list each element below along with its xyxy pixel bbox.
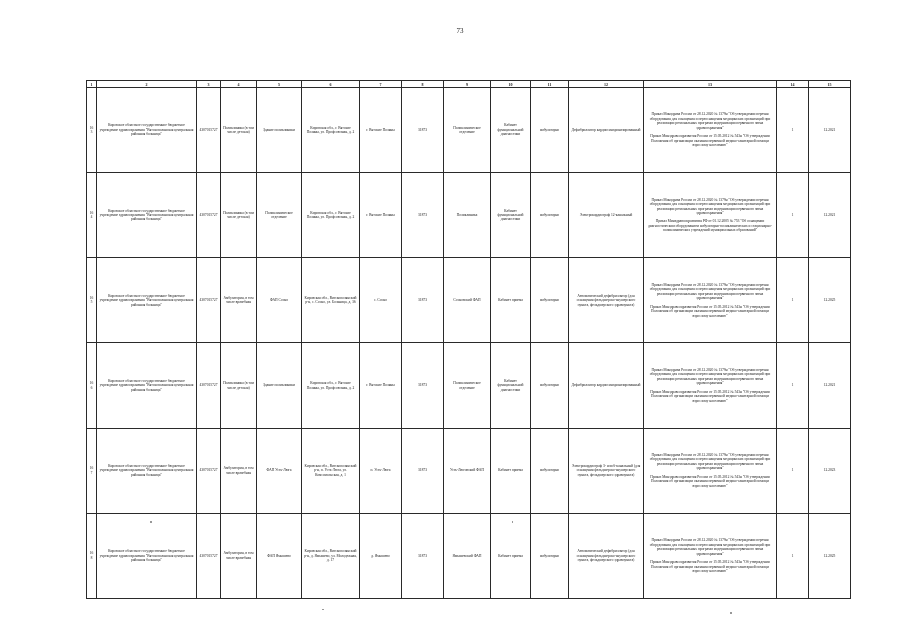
care-type-cell: амбулаторно: [531, 343, 569, 428]
row-number-cell: 163: [87, 88, 97, 173]
locality-cell: с. Сосно: [360, 258, 402, 343]
regulation-cell: [644, 428, 777, 513]
equipment-cell: Дефибриллятор кардиосинхронизированный: [569, 88, 644, 173]
equipment-cell: Электрокардиограф 3- или 6-канальный (для оснащения фельдшерско-акушерского пункта, фельдшерского здравпункта): [569, 428, 644, 513]
room-cell: Кабинет функциональной диагностики: [491, 343, 531, 428]
deadline-cell: 12.2023: [809, 428, 851, 513]
building-cell: ФАП Ямышево: [257, 513, 302, 598]
regulation-cell: [644, 173, 777, 258]
column-header: 8: [402, 81, 444, 88]
column-header: 14: [777, 81, 809, 88]
address-cell: Кировская обл., Вятскополянский р-н, д. Ямышево, ул. Молодежная, д. 17: [302, 513, 360, 598]
quantity-cell: 1: [777, 428, 809, 513]
table-body: [87, 88, 851, 599]
department-cell: Ямышевский ФАП: [444, 513, 491, 598]
quantity-cell: 1: [777, 173, 809, 258]
regulation-text: Приказ Минздрава России от 28.12.2020 № 1379н "Об утверждении перечня оборудования для оснащения и переоснащения медицинских организаций при реализации региональных программ модернизации первичного звена здравоохранения": [649, 367, 771, 386]
care-type-cell: амбулаторно: [531, 513, 569, 598]
quantity-cell: 1: [777, 343, 809, 428]
inn-cell: 4307015727: [197, 258, 221, 343]
oktmo-code-cell: 31873: [402, 88, 444, 173]
column-header: 11: [531, 81, 569, 88]
building-cell: Здание поликлиники: [257, 343, 302, 428]
column-header: 7: [360, 81, 402, 88]
locality-cell: г. Вятские Поляны: [360, 88, 402, 173]
equipment-cell: Автоматический дефибриллятор (для оснащения фельдшерско-акушерского пункта, фельдшерского здравпункта): [569, 513, 644, 598]
regulation-text: Приказ Минздравсоцразвития России от 15.05.2012 № 543н "Об утверждении Положения об организации оказания первичной медико-санитарной помощи взрослому населению": [650, 304, 770, 318]
scan-speck: [730, 612, 732, 614]
column-header: 12: [569, 81, 644, 88]
locality-cell: д. Ямышево: [360, 513, 402, 598]
quantity-cell: 1: [777, 513, 809, 598]
table-row: [87, 88, 851, 173]
column-header: 4: [221, 81, 257, 88]
organization-cell: Кировское областное государственное бюджетное учреждение здравоохранения "Вятскополянская центральная районная больница": [97, 88, 197, 173]
oktmo-code-cell: 31873: [402, 513, 444, 598]
column-header: 2: [97, 81, 197, 88]
regulation-text: Приказ Минздравсоцразвития РФ от 01.12.2005 № 753 "Об оснащении диагностическим оборудованием амбулаторно-поликлинических и стационарно-поликлинических учреждений муниципальных образований": [647, 219, 773, 233]
regulation-text: Приказ Минздравсоцразвития России от 15.05.2012 № 543н "Об утверждении Положения об организации оказания первичной медико-санитарной помощи взрослому населению": [650, 134, 770, 148]
oktmo-code-cell: 31873: [402, 343, 444, 428]
room-cell: Кабинет приема: [491, 428, 531, 513]
address-cell: Кировская обл., г. Вятские Поляны, ул. Профсоюзная, д. 2: [302, 88, 360, 173]
address-cell: Кировская обл., Вятскополянский р-н, п. Усть-Люга, ул. Комсомольская, д. 1: [302, 428, 360, 513]
building-cell: Поликлиническое отделение: [257, 173, 302, 258]
regulation-text: Приказ Минздравсоцразвития России от 15.05.2012 № 543н "Об утверждении Положения об организации оказания первичной медико-санитарной помощи взрослому населению": [650, 474, 770, 488]
regulation-text: Приказ Минздравсоцразвития России от 15.05.2012 № 543н "Об утверждении Положения об организации оказания первичной медико-санитарной помощи взрослому населению": [650, 560, 770, 574]
organization-cell: Кировское областное государственное бюджетное учреждение здравоохранения "Вятскополянская центральная районная больница": [97, 513, 197, 598]
row-number-cell: 167: [87, 428, 97, 513]
table-header: [87, 81, 851, 88]
column-header: 5: [257, 81, 302, 88]
oktmo-code-cell: 31873: [402, 258, 444, 343]
inn-cell: 4307015727: [197, 513, 221, 598]
address-cell: Кировская обл., г. Вятские Поляны, ул. Профсоюзная, д. 2: [302, 343, 360, 428]
equipment-cell: Электрокардиограф 12-канальный: [569, 173, 644, 258]
quantity-cell: 1: [777, 258, 809, 343]
care-type-cell: амбулаторно: [531, 173, 569, 258]
row-number-cell: 165: [87, 258, 97, 343]
scan-speck: [322, 609, 324, 610]
address-cell: Кировская обл., Вятскополянский р-н, с. Сосно, ул. Больница, д. 36: [302, 258, 360, 343]
locality-cell: г. Вятские Поляны: [360, 173, 402, 258]
department-cell: Сосновский ФАП: [444, 258, 491, 343]
organization-cell: Кировское областное государственное бюджетное учреждение здравоохранения "Вятскополянская центральная районная больница": [97, 173, 197, 258]
deadline-cell: 12.2025: [809, 513, 851, 598]
inn-cell: 4307015727: [197, 343, 221, 428]
column-header: 9: [444, 81, 491, 88]
regulation-cell: [644, 513, 777, 598]
quantity-cell: 1: [777, 88, 809, 173]
building-cell: ФАП Сосно: [257, 258, 302, 343]
unit-type-cell: Амбулатория, в том числе врачебная: [221, 428, 257, 513]
regulation-text: Приказ Минздрава России от 28.12.2020 № 1379н "Об утверждении перечня оборудования для оснащения и переоснащения медицинских организаций при реализации региональных программ модернизации первичного звена здравоохранения": [649, 282, 771, 301]
department-cell: Поликлиника: [444, 173, 491, 258]
locality-cell: г. Вятские Поляны: [360, 343, 402, 428]
room-cell: Кабинет функциональной диагностики: [491, 173, 531, 258]
organization-cell: Кировское областное государственное бюджетное учреждение здравоохранения "Вятскополянская центральная районная больница": [97, 428, 197, 513]
unit-type-cell: Поликлиника (в том числе детская): [221, 173, 257, 258]
oktmo-code-cell: 31873: [402, 428, 444, 513]
deadline-cell: 12.2021: [809, 88, 851, 173]
department-cell: Поликлиническое отделение: [444, 343, 491, 428]
column-header: 10: [491, 81, 531, 88]
regulation-text: Приказ Минздрава России от 28.12.2020 № 1379н "Об утверждении перечня оборудования для оснащения и переоснащения медицинских организаций при реализации региональных программ модернизации первичного звена здравоохранения": [649, 197, 771, 215]
room-cell: Кабинет функциональной диагностики: [491, 88, 531, 173]
department-cell: Поликлиническое отделение: [444, 88, 491, 173]
care-type-cell: амбулаторно: [531, 428, 569, 513]
deadline-cell: 12.2021: [809, 173, 851, 258]
room-cell: Кабинет приема: [491, 258, 531, 343]
address-cell: Кировская обл., г. Вятские Поляны, ул. Профсоюзная, д. 2: [302, 173, 360, 258]
page-number: 73: [456, 27, 464, 35]
unit-type-cell: Амбулатория, в том числе врачебная: [221, 513, 257, 598]
building-cell: ФАП Усть-Люга: [257, 428, 302, 513]
locality-cell: п. Усть-Люга: [360, 428, 402, 513]
table-row: [87, 513, 851, 598]
row-number-cell: 166: [87, 343, 97, 428]
column-header: 13: [644, 81, 777, 88]
row-number-cell: 164: [87, 173, 97, 258]
header-row: [87, 81, 851, 88]
oktmo-code-cell: 31873: [402, 173, 444, 258]
building-cell: Здание поликлиники: [257, 88, 302, 173]
room-cell: Кабинет приема: [491, 513, 531, 598]
organization-cell: Кировское областное государственное бюджетное учреждение здравоохранения "Вятскополянская центральная районная больница": [97, 343, 197, 428]
inn-cell: 4307015727: [197, 428, 221, 513]
organization-cell: Кировское областное государственное бюджетное учреждение здравоохранения "Вятскополянская центральная районная больница": [97, 258, 197, 343]
regulation-text: Приказ Минздрава России от 28.12.2020 № 1379н "Об утверждении перечня оборудования для оснащения и переоснащения медицинских организаций при реализации региональных программ модернизации первичного звена здравоохранения": [649, 453, 771, 471]
equipment-cell: Дефибриллятор кардиосинхронизированный: [569, 343, 644, 428]
column-header: 1: [87, 81, 97, 88]
deadline-cell: 12.2025: [809, 258, 851, 343]
deadline-cell: 12.2021: [809, 343, 851, 428]
regulation-text: Приказ Минздравсоцразвития России от 15.05.2012 № 543н "Об утверждении Положения об организации оказания первичной медико-санитарной помощи взрослому населению": [650, 389, 770, 403]
column-header: 6: [302, 81, 360, 88]
inn-cell: 4307015727: [197, 88, 221, 173]
column-header: 15: [809, 81, 851, 88]
care-type-cell: амбулаторно: [531, 88, 569, 173]
regulation-text: Приказ Минздрава России от 28.12.2020 № 1379н "Об утверждении перечня оборудования для оснащения и переоснащения медицинских организаций при реализации региональных программ модернизации первичного звена здравоохранения": [649, 112, 771, 130]
inn-cell: 4307015727: [197, 173, 221, 258]
regulation-cell: [644, 258, 777, 343]
department-cell: Усть-Люговский ФАП: [444, 428, 491, 513]
regulation-cell: [644, 88, 777, 173]
table-row: [87, 428, 851, 513]
equipment-register-table: [86, 80, 851, 599]
column-header: 3: [197, 81, 221, 88]
row-number-cell: 168: [87, 513, 97, 598]
equipment-cell: Автоматический дефибриллятор (для оснащения фельдшерско-акушерского пункта, фельдшерского здравпункта): [569, 258, 644, 343]
table-row: [87, 173, 851, 258]
table-row: [87, 258, 851, 343]
care-type-cell: амбулаторно: [531, 258, 569, 343]
regulation-text: Приказ Минздрава России от 28.12.2020 № 1379н "Об утверждении перечня оборудования для оснащения и переоснащения медицинских организаций при реализации региональных программ модернизации первичного звена здравоохранения": [649, 538, 771, 556]
unit-type-cell: Поликлиника (в том числе детская): [221, 343, 257, 428]
unit-type-cell: Амбулатория, в том числе врачебная: [221, 258, 257, 343]
unit-type-cell: Поликлиника (в том числе детская): [221, 88, 257, 173]
regulation-cell: [644, 343, 777, 428]
table-row: [87, 343, 851, 428]
